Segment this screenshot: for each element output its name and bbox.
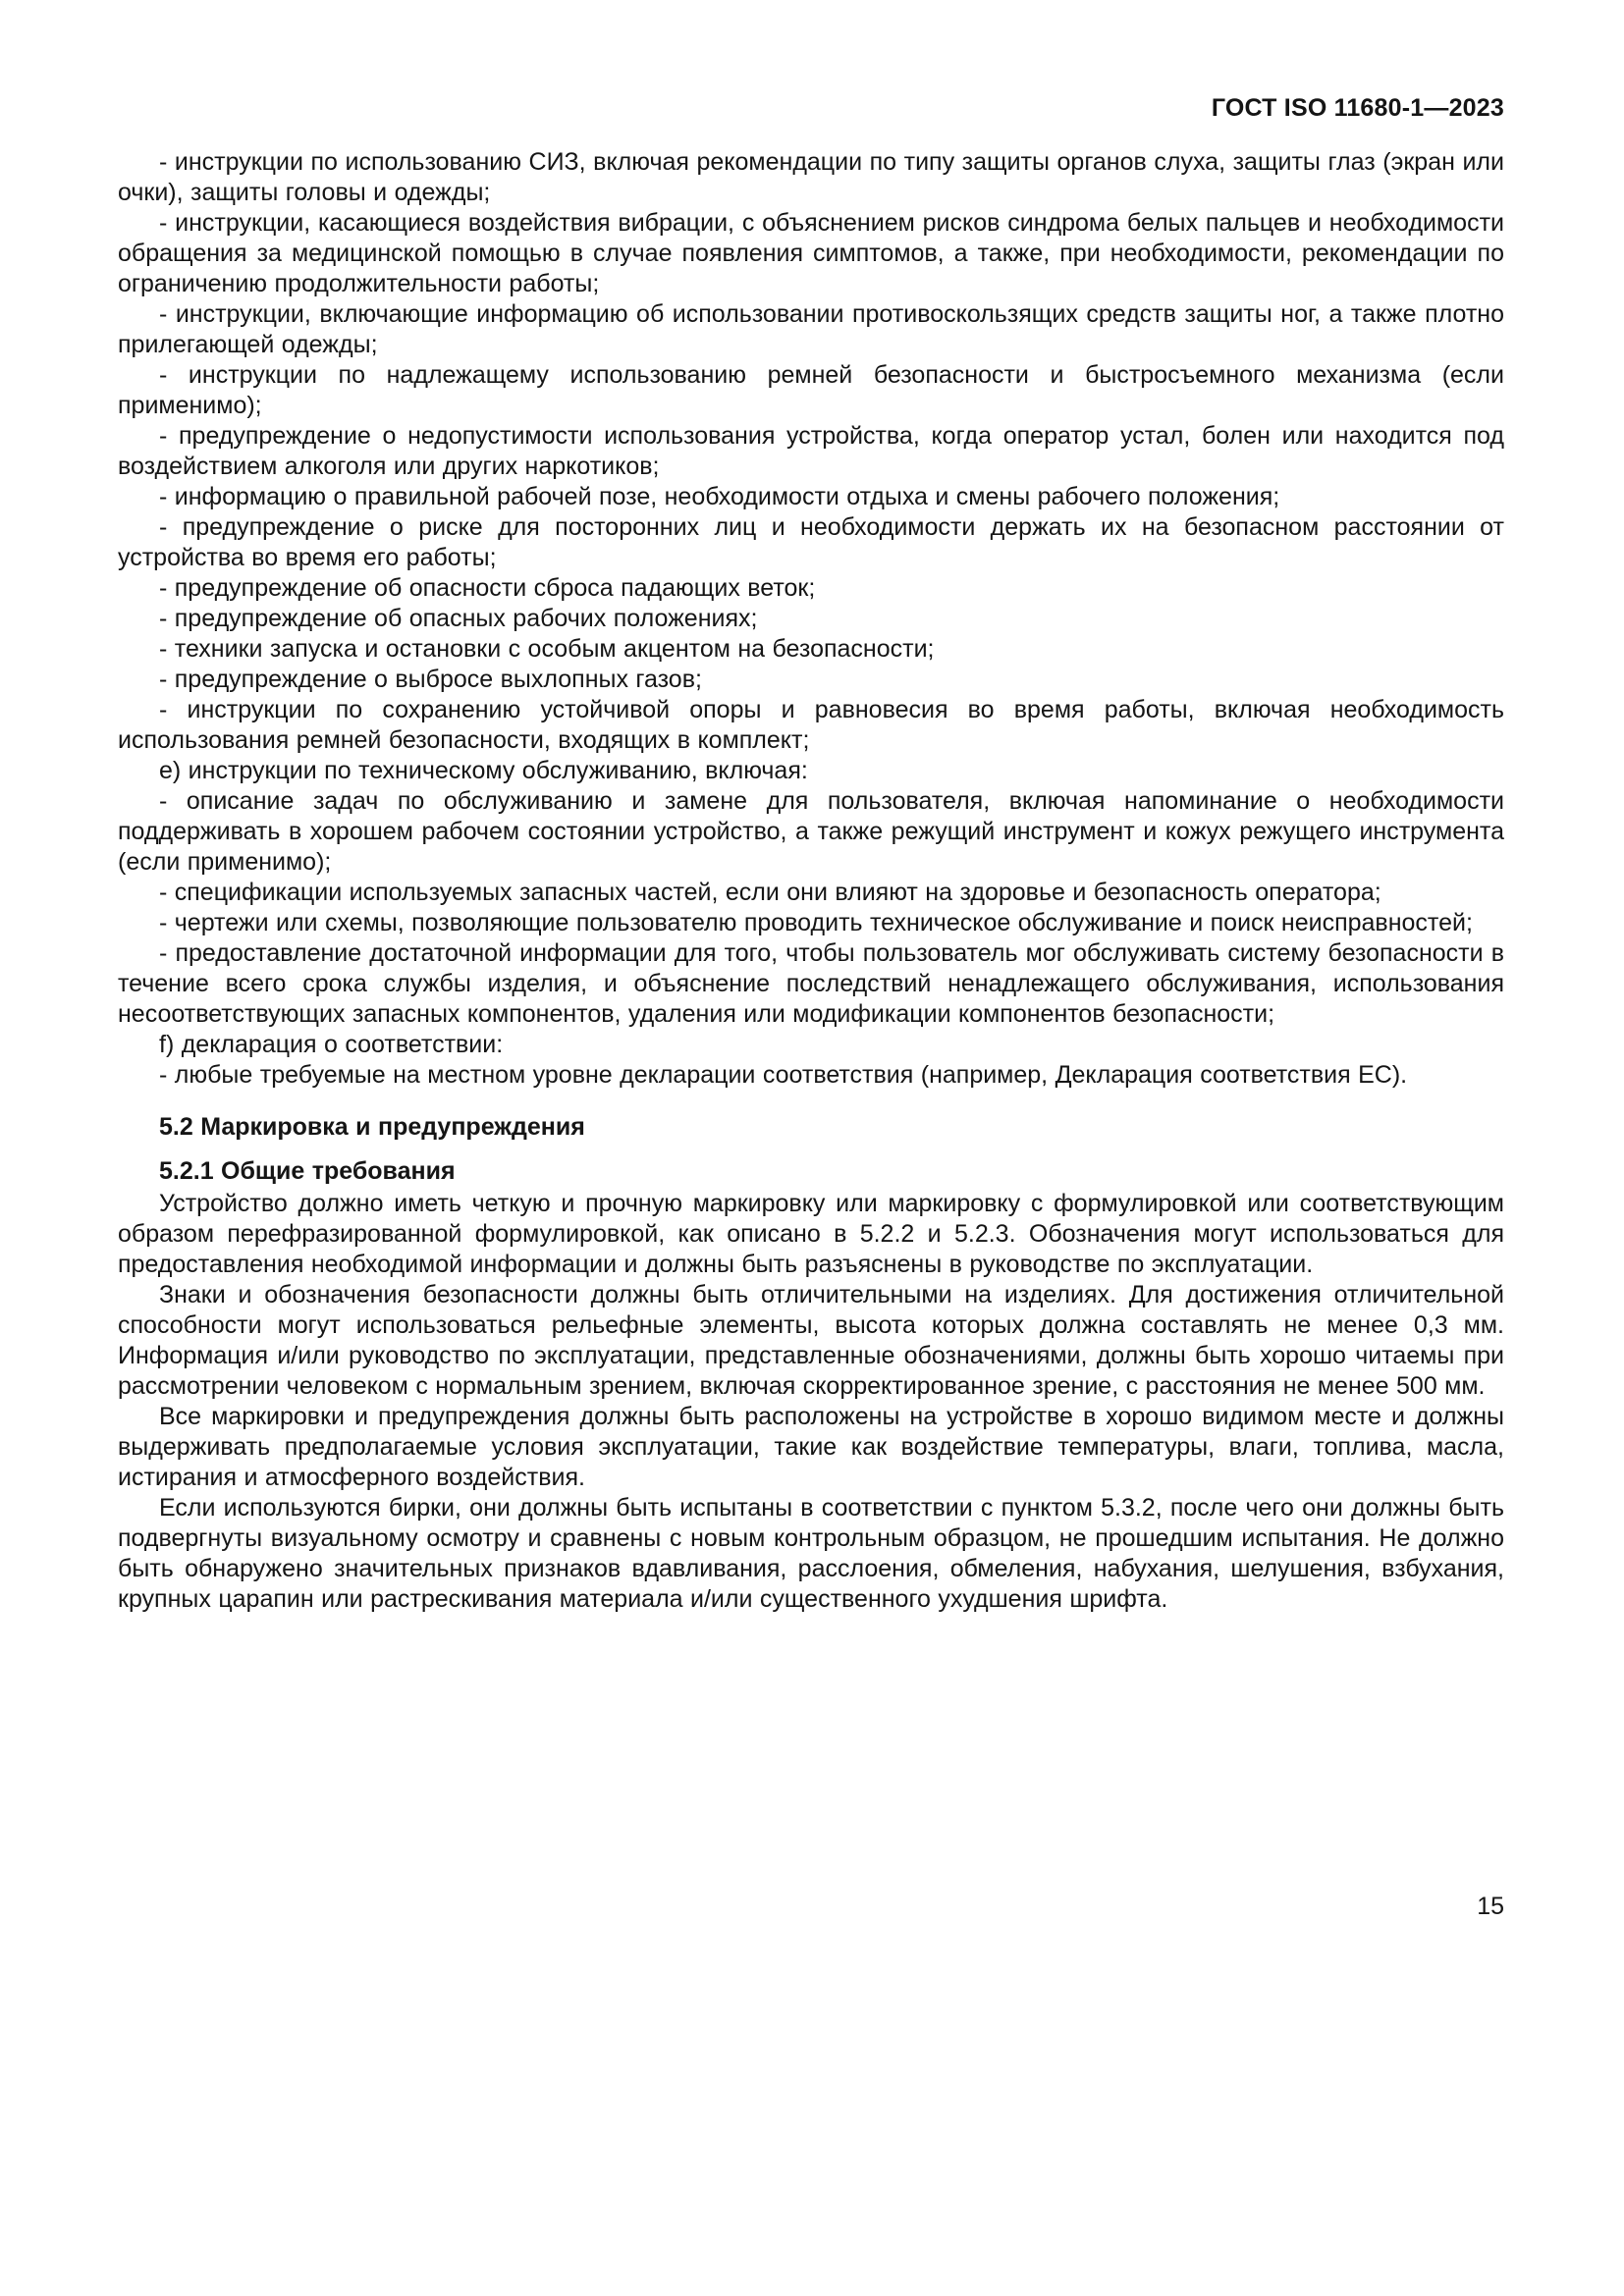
section-heading: 5.2 Маркировка и предупреждения — [159, 1113, 585, 1141]
page-number: 15 — [1477, 1893, 1504, 1920]
list-item: - описание задач по обслуживанию и замене для пользователя, включая напоминание о необходимости поддерживать в хорошем рабочем состоянии устройство, а также режущий инструмент и кожух режущего инструмента (если применимо); — [118, 787, 1504, 876]
paragraph: Знаки и обозначения безопасности должны быть отличительными на изделиях. Для достижения отличительной способности могут использоваться рельефные элементы, высота которых должна составлять не менее 0,3 мм. Информация и/или руководство по эксплуатации, представленные обозначениями, должны быть хорошо читаемы при рассмотрении человеком с нормальным зрением, включая скорректированное зрение, с расстояния не менее 500 мм. — [118, 1281, 1504, 1400]
paragraph: Все маркировки и предупреждения должны быть расположены на устройстве в хорошо видимом месте и должны выдерживать предполагаемые условия эксплуатации, такие как воздействие температуры, влаги, топлива, масла, истирания и атмосферного воздействия. — [118, 1403, 1504, 1491]
paragraph: Если используются бирки, они должны быть испытаны в соответствии с пунктом 5.3.2, после чего они должны быть подвергнуты визуальному осмотру и сравнены с новым контрольным образцом, не прошедшим испытания. Не должно быть обнаружено значительных признаков вдавливания, расслоения, обмеления, набухания, шелушения, взбухания, крупных царапин или растрескивания материала и/или существенного ухудшения шрифта. — [118, 1494, 1504, 1613]
list-item: - инструкции по использованию СИЗ, включая рекомендации по типу защиты органов слуха, защиты глаз (экран или очки), защиты головы и одежды; — [118, 148, 1504, 206]
list-item: - предупреждение об опасности сброса падающих веток; — [159, 574, 816, 602]
list-item: - инструкции по надлежащему использованию ремней безопасности и быстросъемного механизма (если применимо); — [118, 361, 1504, 419]
list-item: - инструкции, включающие информацию об использовании противоскользящих средств защиты ног, а также плотно прилегающей одежды; — [118, 300, 1504, 358]
list-item: - предупреждение о выбросе выхлопных газов; — [159, 666, 702, 693]
list-item: - предупреждение о риске для посторонних лиц и необходимости держать их на безопасном расстоянии от устройства во время его работы; — [118, 513, 1504, 571]
list-item: - информацию о правильной рабочей позе, необходимости отдыха и смены рабочего положения; — [159, 483, 1280, 510]
document-header-designation: ГОСТ ISO 11680-1—2023 — [1211, 94, 1504, 122]
clause-letter-item: e) инструкции по техническому обслуживанию, включая: — [159, 757, 808, 784]
clause-letter-item: f) декларация о соответствии: — [159, 1031, 504, 1058]
paragraph: Устройство должно иметь четкую и прочную маркировку или маркировку с формулировкой или соответствующим образом перефразированной формулировкой, как описано в 5.2.2 и 5.2.3. Обозначения могут использоваться для предоставления необходимой информации и должны быть разъяснены в руководстве по эксплуатации. — [118, 1190, 1504, 1278]
list-item: - инструкции, касающиеся воздействия вибрации, с объяснением рисков синдрома белых пальцев и необходимости обращения за медицинской помощью в случае появления симптомов, а также, при необходимости, рекомендации по ограничению продолжительности работы; — [118, 209, 1504, 297]
list-item: - любые требуемые на местном уровне декларации соответствия (например, Декларация соответствия ЕС). — [159, 1061, 1408, 1089]
list-item: - предупреждение об опасных рабочих положениях; — [159, 605, 758, 632]
list-item: - инструкции по сохранению устойчивой опоры и равновесия во время работы, включая необходимость использования ремней безопасности, входящих в комплект; — [118, 696, 1504, 754]
list-item: - предоставление достаточной информации для того, чтобы пользователь мог обслуживать систему безопасности в течение всего срока службы изделия, и объяснение последствий ненадлежащего обслуживания, использования несоответствующих запасных компонентов, удаления или модификации компонентов безопасности; — [118, 939, 1504, 1028]
list-item: - спецификации используемых запасных частей, если они влияют на здоровье и безопасность оператора; — [159, 879, 1381, 906]
list-item: - чертежи или схемы, позволяющие пользователю проводить техническое обслуживание и поиск неисправностей; — [159, 909, 1473, 936]
subsection-heading: 5.2.1 Общие требования — [159, 1157, 456, 1185]
list-item: - предупреждение о недопустимости использования устройства, когда оператор устал, болен или находится под воздействием алкоголя или других наркотиков; — [118, 422, 1504, 480]
list-item: - техники запуска и остановки с особым акцентом на безопасности; — [159, 635, 935, 663]
document-body — [118, 147, 1504, 1615]
